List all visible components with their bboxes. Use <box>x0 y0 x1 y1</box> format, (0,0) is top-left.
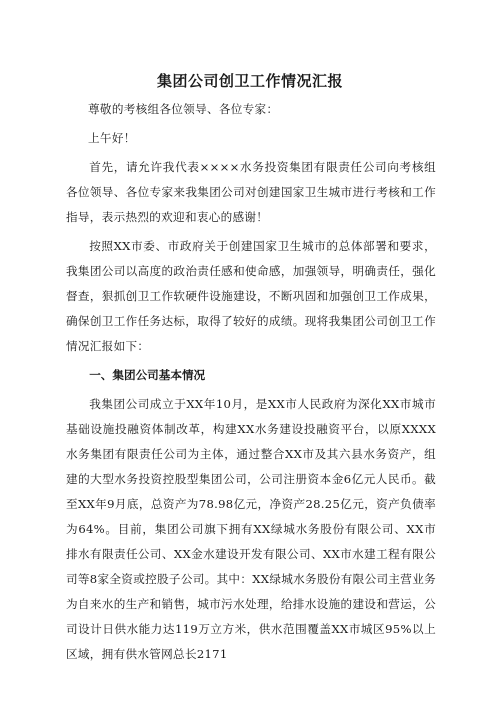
document-title: 集团公司创卫工作情况汇报 <box>156 72 343 90</box>
document-body <box>66 97 436 667</box>
paragraph-company-info: 我集团公司成立于XX年10月，是XX市人民政府为深化XX市城市基础设施投融资体制改革，构建XX水务建设投融资平台，以原XXXX水务集团有限责任公司为主体，通过整合XX市及其六县水务资产，组建的大型水务投资控股型集团公司，公司注册资本金6亿元人民币。截至XX年9月底，总资产为78.98亿元，净资产28.25亿元，资产负债率为64%。目前，集团公司旗下拥有XX绿城水务股份有限公司、XX市排水有限责任公司、XX金水建设开发有限公司、XX市水建工程有限公司等8家全资或控股子公司。其中：XX绿城水务股份有限公司主营业务为自来水的生产和销售，城市污水处理，给排水设施的建设和营运，公司设计日供水能力达119万立方米，供水范围覆盖XX市城区95%以上区域，拥有供水管网总长2171 <box>66 397 436 661</box>
section-heading-basic-info: 一、集团公司基本情况 <box>89 368 206 382</box>
paragraph-welcome: 首先，请允许我代表××××水务投资集团有限责任公司向考核组各位领导、各位专家来我集团公司对创建国家卫生城市进行考核和工作指导，表示热烈的欢迎和衷心的感谢！ <box>66 160 436 224</box>
salutation: 尊敬的考核组各位领导、各位专家： <box>88 102 279 116</box>
paragraph-overview: 按照XX市委、市政府关于创建国家卫生城市的总体部署和要求，我集团公司以高度的政治责任感和使命感，加强领导，明确责任，强化督查，狠抓创卫工作软硬件设施建设，不断巩固和加强创卫工作成果，确保创卫工作任务达标，取得了较好的成绩。现将我集团公司创卫工作情况汇报如下： <box>66 239 436 353</box>
greeting: 上午好！ <box>88 131 136 145</box>
